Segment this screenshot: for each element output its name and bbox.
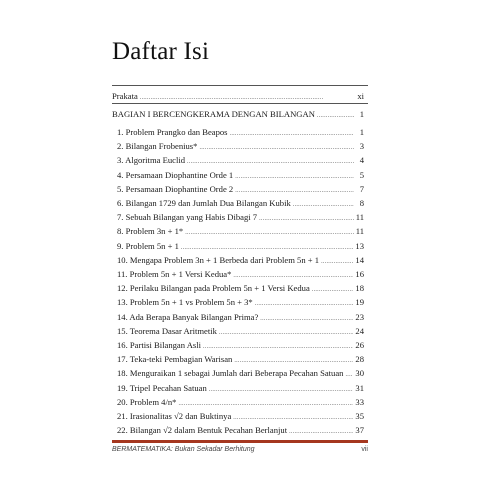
- toc-label: 2. Bilangan Frobenius*: [117, 141, 198, 152]
- leader-dots: [259, 211, 354, 225]
- toc-label: Prakata: [112, 91, 138, 101]
- toc-label: 10. Mengapa Problem 3n + 1 Berbeda dari Problem 5n + 1: [117, 254, 320, 265]
- toc-page-number: 31: [355, 382, 364, 393]
- toc-entry[interactable]: [117, 353, 364, 365]
- toc-entry[interactable]: [117, 424, 364, 436]
- toc-label: 16. Partisi Bilangan Asli: [117, 340, 202, 350]
- toc-label: 1. Problem Prangko dan Beapos: [117, 127, 228, 137]
- toc-entry[interactable]: [117, 169, 364, 181]
- toc-page-number: 14: [355, 254, 364, 265]
- toc-entry[interactable]: [117, 240, 364, 252]
- toc-page-number: 33: [355, 396, 364, 407]
- leader-dots: [255, 296, 354, 310]
- leader-dots: [187, 154, 354, 168]
- toc-page-number: 30: [355, 368, 364, 379]
- leader-dots: [260, 311, 353, 325]
- toc-page-number: 3: [359, 141, 364, 152]
- leader-dots: [178, 396, 353, 410]
- toc-label: 12. Perilaku Bilangan pada Problem 5n + 1 Versi Kedua: [117, 283, 310, 294]
- section-rule: [112, 103, 368, 104]
- toc-page-number: 5: [359, 169, 364, 180]
- toc-row-prakata[interactable]: [112, 90, 364, 102]
- leader-dots: [289, 424, 353, 438]
- toc-entry[interactable]: [117, 211, 364, 223]
- toc-page-number: 18: [355, 283, 364, 294]
- toc-entry[interactable]: [117, 367, 364, 379]
- toc-page-number: xi: [357, 91, 364, 101]
- leader-dots: [235, 183, 354, 197]
- toc-page-number: 1: [359, 127, 364, 137]
- toc-label: 17. Teka-teki Pembagian Warisan: [117, 354, 233, 365]
- toc-entry[interactable]: [117, 183, 364, 195]
- footer-book-title: BERMATEMATIKA: Bukan Sekadar Berhitung: [112, 446, 255, 453]
- toc-entry[interactable]: [117, 382, 364, 394]
- toc-label: 6. Bilangan 1729 dan Jumlah Dua Bilangan Kubik: [117, 198, 291, 208]
- toc-page-number: 11: [355, 226, 364, 237]
- toc-label: 5. Persamaan Diophantine Orde 2: [117, 183, 234, 194]
- toc-entry[interactable]: [117, 311, 364, 323]
- leader-dots: [181, 240, 354, 254]
- toc-label: 11. Problem 5n + 1 Versi Kedua*: [117, 269, 232, 279]
- leader-dots: [312, 282, 354, 296]
- toc-entry[interactable]: [117, 126, 364, 138]
- footer-page-number: vii: [361, 446, 368, 453]
- leader-dots: [233, 410, 353, 424]
- leader-dots: [199, 140, 354, 154]
- page-footer: [112, 446, 368, 453]
- toc-label: 4. Persamaan Diophantine Orde 1: [117, 169, 234, 180]
- toc-entry[interactable]: [117, 410, 364, 422]
- toc-page-number: 24: [355, 325, 364, 336]
- toc-page-number: 28: [355, 354, 364, 365]
- leader-dots: [230, 126, 354, 140]
- toc-label: 19. Tripel Pecahan Satuan: [117, 382, 207, 393]
- toc-entry[interactable]: [117, 396, 364, 408]
- toc-page-number: 23: [355, 311, 364, 322]
- toc-page-number: 16: [355, 269, 364, 279]
- toc-label: 13. Problem 5n + 1 vs Problem 5n + 3*: [117, 297, 253, 308]
- footer-bar: [112, 440, 368, 443]
- leader-dots: [209, 382, 354, 396]
- leader-dots: [321, 254, 353, 268]
- toc-entry[interactable]: [117, 140, 364, 152]
- top-rule: [112, 85, 368, 86]
- toc-page-number: 26: [355, 340, 364, 350]
- leader-dots: [203, 339, 353, 353]
- toc-label: 20. Problem 4/n*: [117, 396, 177, 407]
- leader-dots: [345, 367, 353, 381]
- toc-entry[interactable]: [117, 268, 364, 280]
- toc-label: BAGIAN I BERCENGKERAMA DENGAN BILANGAN: [112, 109, 315, 119]
- toc-page-number: 11: [355, 212, 364, 223]
- leader-dots: [235, 169, 354, 183]
- toc-label: 3. Algoritma Euclid: [117, 155, 186, 166]
- toc-label: 9. Problem 5n + 1: [117, 240, 179, 251]
- toc-row-bagian[interactable]: [112, 108, 364, 120]
- toc-entry[interactable]: [117, 254, 364, 266]
- toc-label: 21. Irasionalitas √2 dan Buktinya: [117, 411, 232, 421]
- toc-page-number: 8: [359, 198, 364, 208]
- toc-page-number: 19: [355, 297, 364, 308]
- toc-entry[interactable]: [117, 197, 364, 209]
- leader-dots: [317, 108, 354, 122]
- toc-entry[interactable]: [117, 296, 364, 308]
- toc-page-number: 35: [355, 411, 364, 421]
- toc-entry[interactable]: [117, 325, 364, 337]
- toc-label: 14. Ada Berapa Banyak Bilangan Prima?: [117, 311, 259, 322]
- leader-dots: [219, 325, 353, 339]
- toc-label: 7. Sebuah Bilangan yang Habis Dibagi 7: [117, 212, 258, 223]
- page-title: Daftar Isi: [112, 38, 210, 65]
- toc-label: 8. Problem 3n + 1*: [117, 226, 184, 237]
- leader-dots: [293, 197, 354, 211]
- toc-entry[interactable]: [117, 225, 364, 237]
- toc-page-number: 7: [359, 183, 364, 194]
- toc-page-number: 1: [359, 109, 364, 119]
- toc-page-number: 4: [359, 155, 364, 166]
- leader-dots: [185, 225, 354, 239]
- leader-dots: [234, 353, 353, 367]
- toc-entry[interactable]: [117, 339, 364, 351]
- toc-page-number: 13: [355, 240, 364, 251]
- toc-label: 18. Menguraikan 1 sebagai Jumlah dari Beberapa Pecahan Satuan: [117, 368, 344, 379]
- toc-label: 15. Teorema Dasar Aritmetik: [117, 325, 217, 336]
- toc-label: 22. Bilangan √2 dalam Bentuk Pecahan Berlanjut: [117, 425, 288, 436]
- leader-dots: [140, 90, 354, 104]
- toc-entry[interactable]: [117, 282, 364, 294]
- toc-page-number: 37: [355, 425, 364, 436]
- leader-dots: [233, 268, 353, 282]
- toc-entry[interactable]: [117, 154, 364, 166]
